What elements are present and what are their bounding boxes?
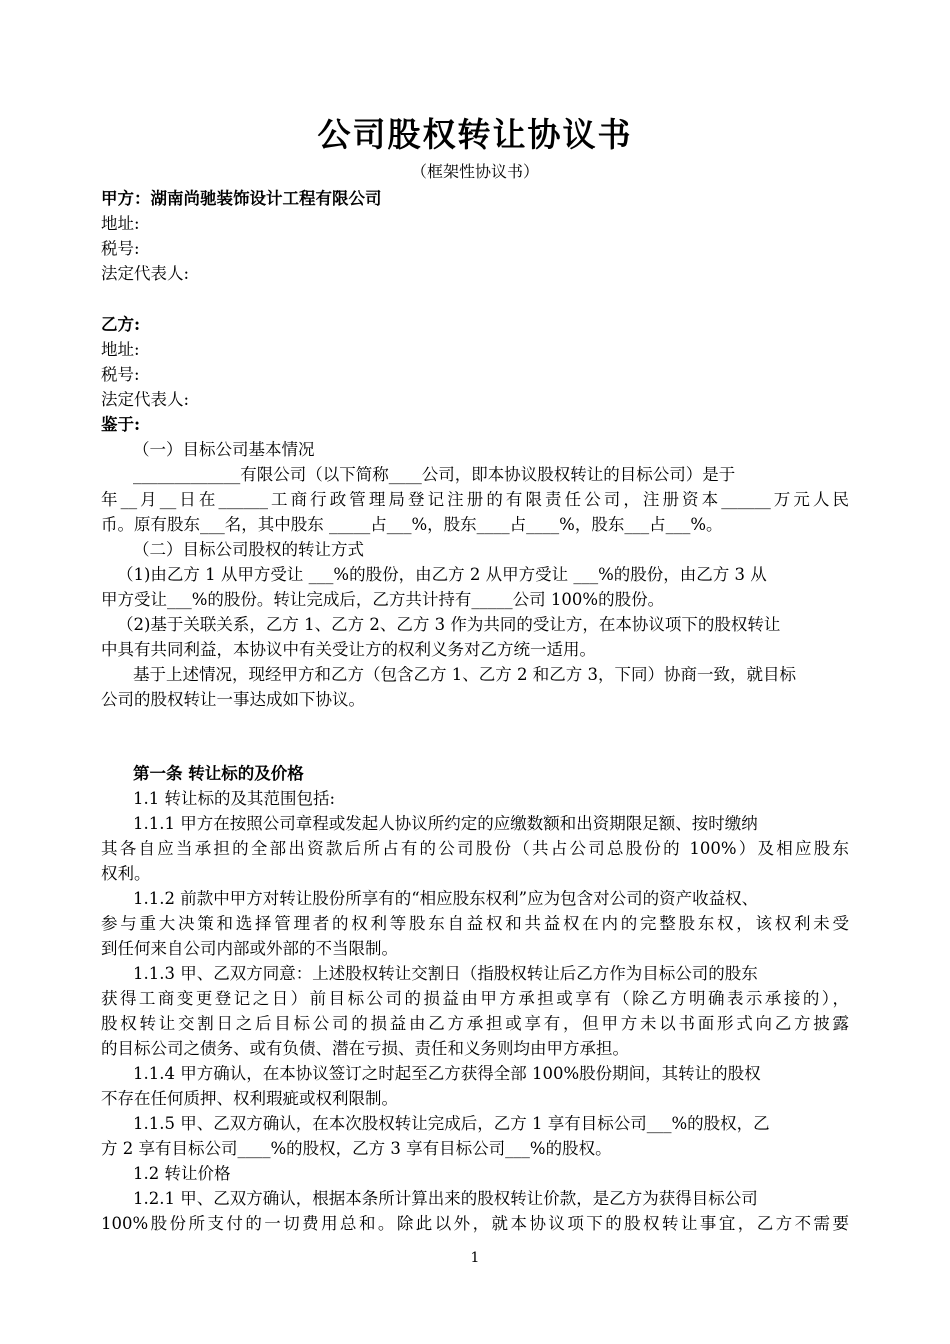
section-2-heading: （二）目标公司股权的转让方式 (133, 540, 364, 559)
clause-1-1-2: 1.1.2 前款中甲方对转让股份所享有的“相应股东权利”应为包含对公司的资产收益权、 (133, 889, 759, 908)
page-number: 1 (470, 1250, 480, 1266)
article-1-heading: 第一条 转让标的及价格 (133, 764, 304, 783)
clause-1-1-1: 其各自应当承担的全部出资款后所占有的公司股份（共占公司总股份的 100%）及相应股东 (101, 839, 849, 858)
party-a-label: 甲方：湖南尚驰装饰设计工程有限公司 (101, 189, 382, 208)
basis-paragraph: 公司的股权转让一事达成如下协议。 (101, 690, 365, 709)
clause-1-1-4: 1.1.4 甲方确认，在本协议签订之时起至乙方获得全部 100%股份期间，其转让的股权 (133, 1064, 761, 1083)
document-subtitle: （框架性协议书） (410, 162, 539, 181)
clause-1-1-3: 的目标公司之债务、或有负债、潜在亏损、责任和义务则均由甲方承担。 (101, 1039, 629, 1058)
section-1-line: _____________有限公司（以下简称____公司，即本协议股权转让的目标公司）是于 (133, 465, 736, 484)
clause-1-2-1: 100%股份所支付的一切费用总和。除此以外，就本协议项下的股权转让事宜，乙方不需要 (101, 1214, 849, 1233)
clause-1-1-2: 到任何来自公司内部或外部的不当限制。 (101, 939, 398, 958)
clause-1-1-3: 1.1.3 甲、乙双方同意：上述股权转让交割日（指股权转让后乙方作为目标公司的股东 (133, 964, 758, 983)
party-a-tax-id: 税号: (101, 239, 140, 258)
party-b-legal-rep: 法定代表人: (101, 390, 190, 409)
section-2-para-2: （2)基于关联关系，乙方 1、乙方 2、乙方 3 作为共同的受让方，在本协议项下的股权转让 (117, 615, 781, 634)
clause-1-1-2: 参与重大决策和选择管理者的权利等股东自益权和共益权在内的完整股东权，该权利未受 (101, 914, 849, 933)
clause-1-1-1: 1.1.1 甲方在按照公司章程或发起人协议所约定的应缴数额和出资期限足额、按时缴纳 (133, 814, 758, 833)
clause-1-1-3: 股权转让交割日之后目标公司的损益由乙方承担或享有，但甲方未以书面形式向乙方披露 (101, 1014, 849, 1033)
clause-1-1-4: 不存在任何质押、权利瑕疵或权利限制。 (101, 1089, 398, 1108)
party-b-tax-id: 税号: (101, 365, 140, 384)
clause-1-1-5: 1.1.5 甲、乙双方确认，在本次股权转让完成后，乙方 1 享有目标公司___%的股权，乙 (133, 1114, 770, 1133)
document-title: 公司股权转让协议书 (317, 115, 633, 154)
section-2-para-1: （1)由乙方 1 从甲方受让 ___%的股份，由乙方 2 从甲方受让 ___%的股份，由乙方 3 从 (117, 565, 767, 584)
clause-1-1-1: 权利。 (101, 864, 151, 883)
whereas-heading: 鉴于: (101, 415, 141, 434)
party-b-address: 地址: (101, 340, 140, 359)
party-a-address: 地址: (101, 214, 140, 233)
section-1-heading: （一）目标公司基本情况 (133, 440, 315, 459)
section-2-para-1: 甲方受让___%的股份。转让完成后，乙方共计持有_____公司 100%的股份。 (101, 590, 665, 609)
party-b-label: 乙方: (101, 315, 141, 334)
clause-1-1: 1.1 转让标的及其范围包括: (133, 789, 336, 808)
clause-1-1-3: 获得工商变更登记之日）前目标公司的损益由甲方承担或享有（除乙方明确表示承接的）， (101, 989, 849, 1008)
section-2-para-2: 中具有共同利益，本协议中有关受让方的权利义务对乙方统一适用。 (101, 640, 596, 659)
section-1-line: 年__月__日在______工商行政管理局登记注册的有限责任公司，注册资本______万元人民 (101, 490, 849, 509)
party-a-legal-rep: 法定代表人: (101, 264, 190, 283)
clause-1-2-1: 1.2.1 甲、乙双方确认，根据本条所计算出来的股权转让价款，是乙方为获得目标公司 (133, 1189, 758, 1208)
basis-paragraph: 基于上述情况，现经甲方和乙方（包含乙方 1、乙方 2 和乙方 3，下同）协商一致，就目标 (133, 665, 796, 684)
clause-1-2: 1.2 转让价格 (133, 1164, 231, 1183)
section-1-line: 币。原有股东___名，其中股东 _____占___%，股东____占____%，股东___占___%。 (101, 515, 723, 534)
clause-1-1-5: 方 2 享有目标公司____%的股权，乙方 3 享有目标公司___%的股权。 (101, 1139, 612, 1158)
